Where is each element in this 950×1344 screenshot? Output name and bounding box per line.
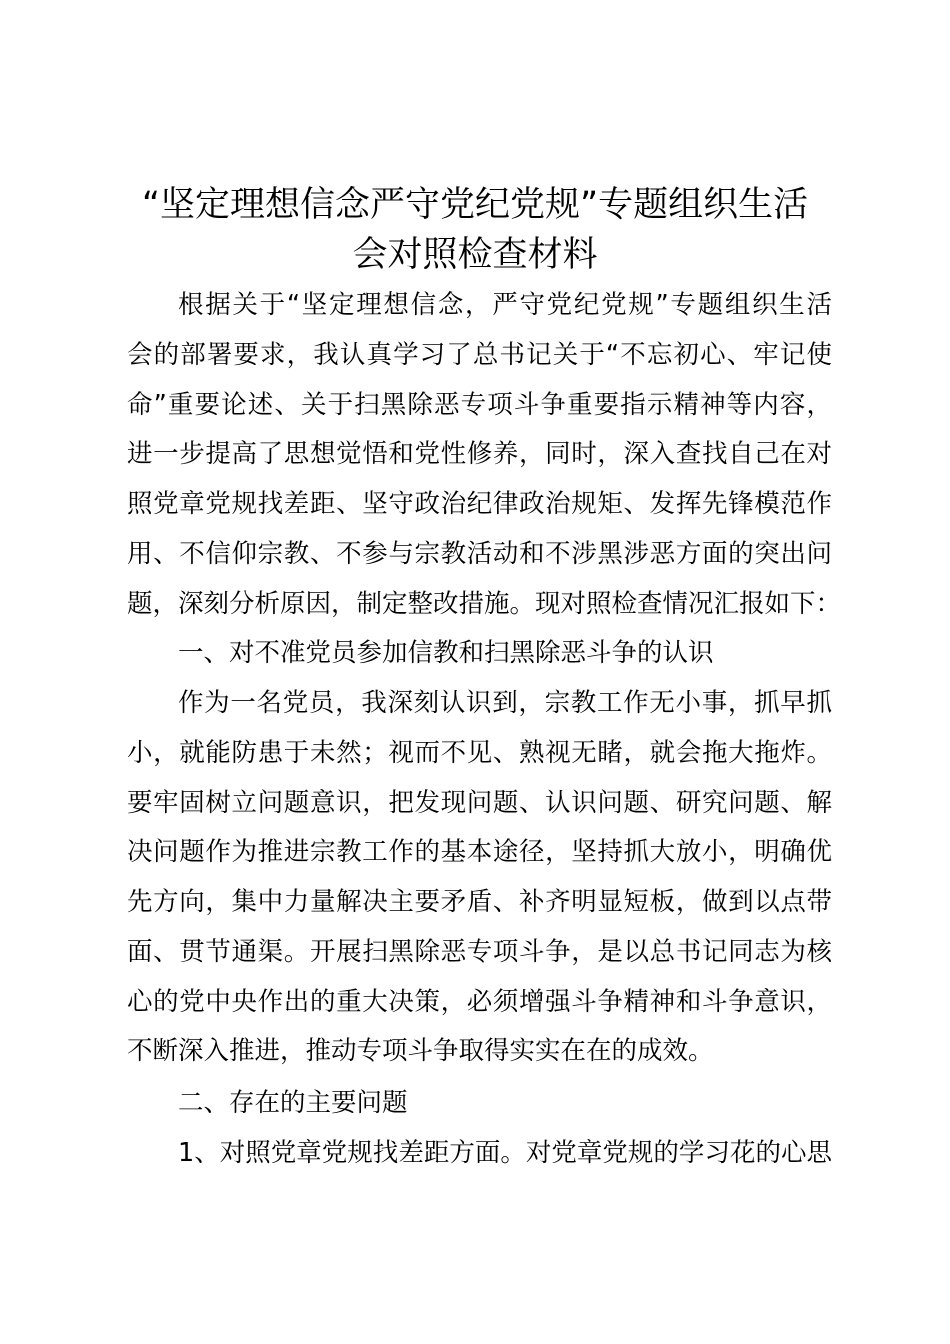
paragraph-1-line-2: 会的部署要求，我认真学习了总书记关于“不忘初心、牢记使 (127, 340, 832, 370)
paragraph-2-line-7: 心的党中央作出的重大决策，必须增强斗争精神和斗争意识， (127, 987, 832, 1017)
paragraph-1-line-7: 题，深刻分析原因，制定整改措施。现对照检查情况汇报如下： (127, 589, 842, 619)
paragraph-2-line-4: 决问题作为推进宗教工作的基本途径，坚持抓大放小，明确优 (127, 837, 832, 867)
paragraph-1-line-5: 照党章党规找差距、坚守政治纪律政治规矩、发挥先锋模范作 (127, 489, 832, 519)
paragraph-2-line-3: 要牢固树立问题意识，把发现问题、认识问题、研究问题、解 (127, 788, 832, 818)
paragraph-1-line-4: 进一步提高了思想觉悟和党性修养，同时，深入查找自己在对 (127, 439, 832, 469)
section-heading-2: 二、存在的主要问题 (178, 1088, 408, 1118)
paragraph-1-line-3: 命”重要论述、关于扫黑除恶专项斗争重要指示精神等内容， (127, 390, 832, 420)
paragraph-2-line-6: 面、贯节通渠。开展扫黑除恶专项斗争，是以总书记同志为核 (127, 937, 832, 967)
paragraph-1-line-1: 根据关于“坚定理想信念，严守党纪党规”专题组织生活 (178, 290, 832, 320)
paragraph-2-line-5: 先方向，集中力量解决主要矛盾、补齐明显短板，做到以点带 (127, 887, 832, 917)
document-title-line-2: 会对照检查材料 (352, 235, 598, 275)
document-title-line-1: “坚定理想信念严守党纪党规”专题组织生活 (141, 185, 809, 225)
paragraph-2-line-2: 小，就能防患于未然；视而不见、熟视无睹，就会拖大拖炸。 (127, 738, 832, 768)
section-heading-1: 一、对不准党员参加信教和扫黑除恶斗争的认识 (178, 638, 714, 668)
paragraph-3-line-1: 1、对照党章党规找差距方面。对党章党规的学习花的心思 (178, 1138, 832, 1168)
paragraph-1-line-6: 用、不信仰宗教、不参与宗教活动和不涉黑涉恶方面的突出问 (127, 539, 832, 569)
paragraph-2-line-8: 不断深入推进，推动专项斗争取得实实在在的成效。 (127, 1036, 714, 1066)
paragraph-2-line-1: 作为一名党员，我深刻认识到，宗教工作无小事，抓早抓 (178, 688, 832, 718)
